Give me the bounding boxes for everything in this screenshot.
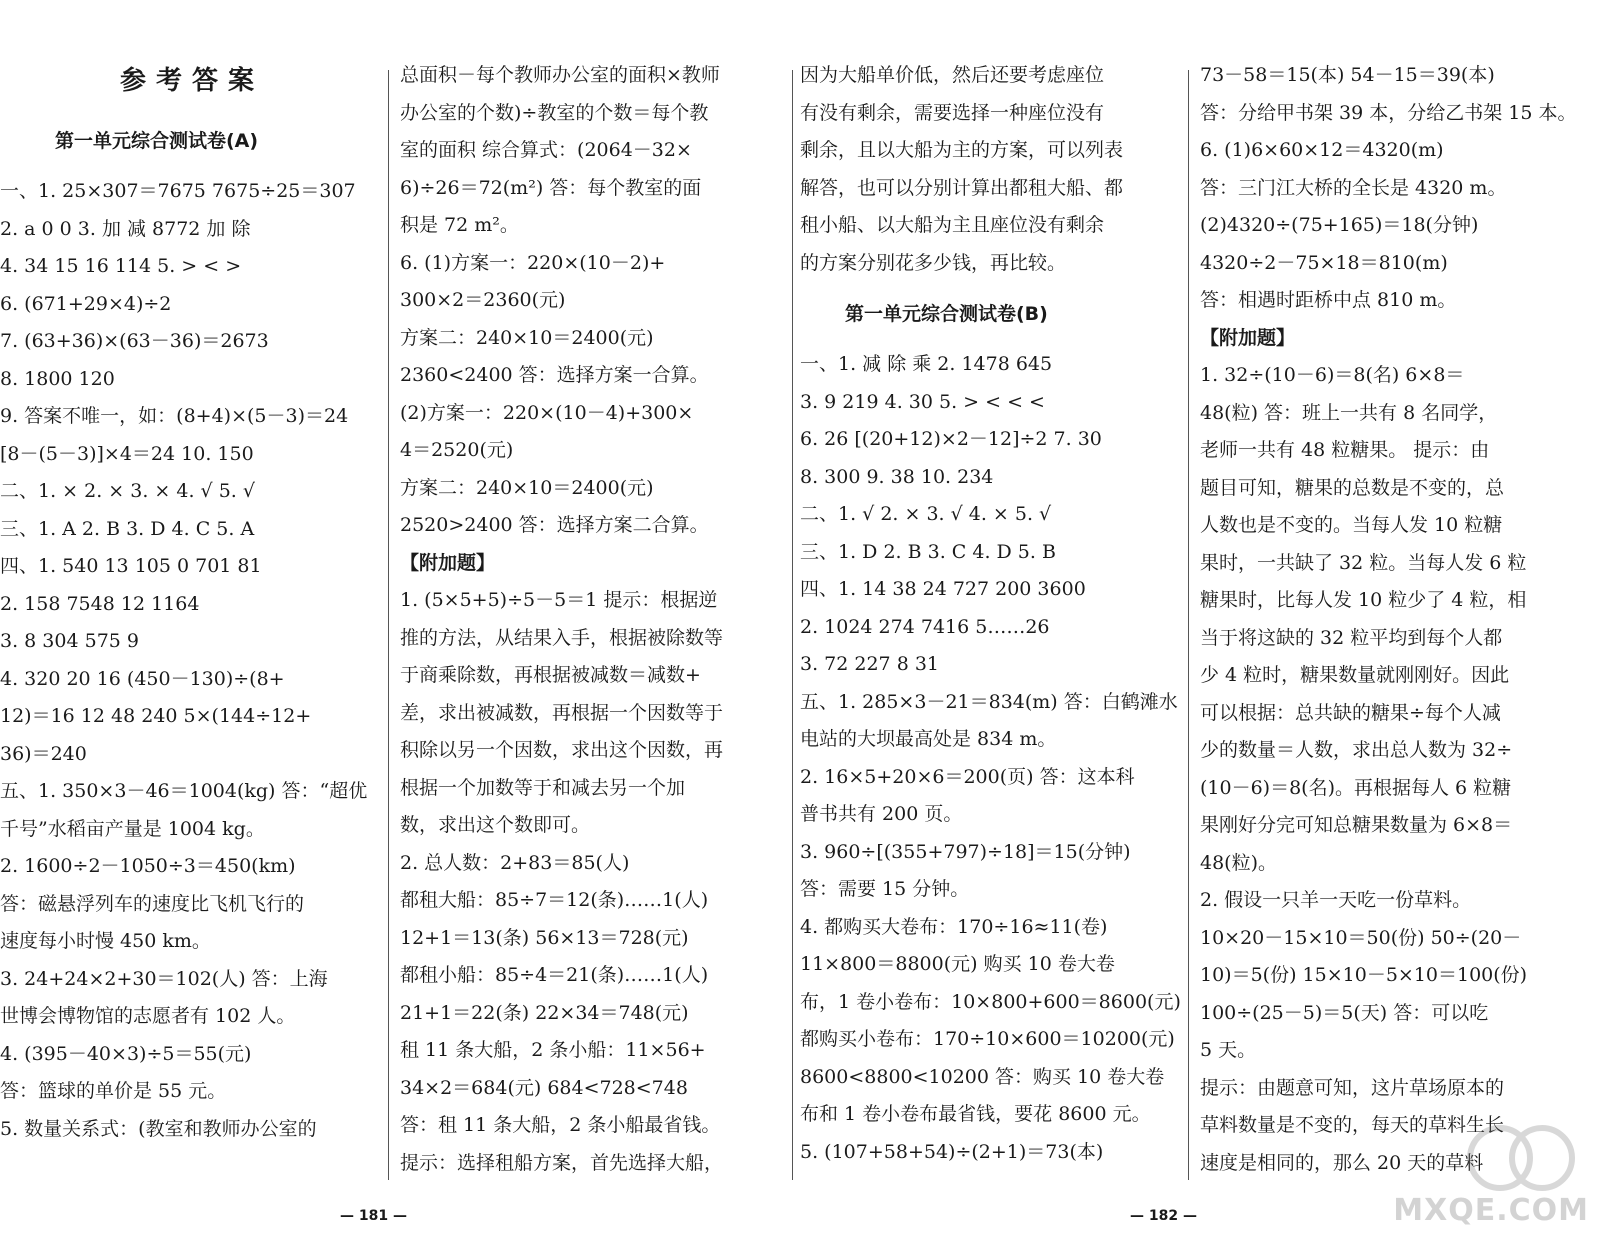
answer-line: 4. 34 15 16 114 5. > < >: [0, 255, 242, 277]
answer-line: 租小船、以大船为主且座位没有剩余: [800, 214, 1105, 236]
answer-line: 73－58＝15(本) 54－15＝39(本): [1200, 64, 1495, 86]
answer-line: 3. 960÷[(355+797)÷18]＝15(分钟): [800, 840, 1131, 863]
answer-line: 1. (5×5+5)÷5－5＝1 提示：根据逆: [400, 589, 718, 611]
answer-line: 10×20－15×10＝50(份) 50÷(20－: [1200, 926, 1522, 949]
answer-line: 一、1. 减 除 乘 2. 1478 645: [800, 353, 1053, 375]
section-heading: 第一单元综合测试卷(A): [55, 130, 259, 152]
answer-line: 3. 72 227 8 31: [800, 653, 939, 675]
answer-line: 12)＝16 12 48 240 5×(144÷12+: [0, 705, 312, 727]
answer-line: 300×2＝2360(元): [400, 289, 566, 311]
answer-line: 普书共有 200 页。: [800, 803, 963, 825]
answer-line: 6. 26 [(20+12)×2－12]÷2 7. 30: [800, 428, 1102, 450]
answer-line: 布，1 卷小卷布：10×800+600＝8600(元): [800, 990, 1181, 1013]
section-heading: 第一单元综合测试卷(B): [845, 303, 1048, 325]
answer-line: 四、1. 14 38 24 727 200 3600: [800, 578, 1086, 600]
answer-line: 室的面积 综合算式：(2064－32×: [400, 139, 692, 161]
answer-line: 100÷(25－5)＝5(天) 答：可以吃: [1200, 1001, 1489, 1024]
answer-line: 48(粒)。: [1200, 851, 1278, 874]
answer-line: 2. 158 7548 12 1164: [0, 592, 200, 615]
answer-line: 5 天。: [1200, 1039, 1257, 1061]
answer-line: 6. (1)6×60×12＝4320(m): [1200, 139, 1444, 161]
answer-line: 都购买小卷布：170÷10×600＝10200(元): [800, 1028, 1175, 1050]
answer-line: 老师一共有 48 粒糖果。 提示：由: [1200, 439, 1490, 461]
answer-line: 2520>2400 答：选择方案二合算。: [400, 514, 709, 536]
answer-line: 千号”水稻亩产量是 1004 kg。: [0, 817, 265, 840]
answer-line: 差，求出被减数，再根据一个因数等于: [400, 701, 724, 724]
answer-line: 一、1. 25×307＝7675 7675÷25＝307: [0, 180, 356, 202]
answer-line: 草料数量是不变的，每天的草料生长: [1200, 1114, 1505, 1136]
answer-line: 3. 24+24×2+30＝102(人) 答：上海: [0, 967, 328, 990]
answer-line: 少 4 粒时，糖果数量就刚刚好。因此: [1200, 664, 1510, 686]
answer-line: 2. 1600÷2－1050÷3＝450(km): [0, 855, 296, 877]
answer-line: 8. 300 9. 38 10. 234: [800, 465, 994, 488]
answer-line: (2)4320÷(75+165)＝18(分钟): [1200, 214, 1479, 236]
answer-line: 9. 答案不唯一，如：(8+4)×(5－3)＝24: [0, 405, 349, 427]
answer-line: (10－6)＝8(名)。再根据每人 6 粒糖: [1200, 776, 1512, 799]
answer-line: 2. 16×5+20×6＝200(页) 答：这本科: [800, 765, 1135, 788]
answer-line: 答：相遇时距桥中点 810 m。: [1200, 289, 1457, 311]
answer-line: 当于将这缺的 32 粒平均到每个人都: [1200, 626, 1503, 649]
answer-line: 总面积－每个教师办公室的面积×教师: [400, 64, 720, 86]
answer-line: 都租大船：85÷7＝12(条)……1(人): [400, 889, 709, 911]
answer-line: 4. 320 20 16 (450－130)÷(8+: [0, 667, 285, 690]
answer-line: 题目可知，糖果的总数是不变的，总: [1200, 476, 1505, 499]
answer-line: 12+1＝13(条) 56×13＝728(元): [400, 926, 689, 949]
answer-line: 人数也是不变的。当每人发 10 粒糖: [1200, 514, 1503, 536]
answer-line: 世博会博物馆的志愿者有 102 人。: [0, 1005, 296, 1027]
answer-line: 果刚好分完可知总糖果数量为 6×8＝: [1200, 814, 1513, 836]
answer-line: 10)＝5(份) 15×10－5×10＝100(份): [1200, 964, 1528, 986]
bonus-heading: 【附加题】: [1200, 326, 1296, 349]
page-number-right: — 182 —: [1130, 1208, 1197, 1224]
answer-line: 36)＝240: [0, 742, 87, 765]
answer-line: 于商乘除数，再根据被减数＝减数+: [400, 664, 701, 686]
column-divider: [792, 70, 793, 1180]
answer-line: 电站的大坝最高处是 834 m。: [800, 728, 1057, 750]
answer-line: 2. a 0 0 3. 加 减 8772 加 除: [0, 217, 251, 240]
answer-line: 积除以另一个因数，求出这个因数，再: [400, 739, 724, 761]
answer-line: 布和 1 卷小卷布最省钱，要花 8600 元。: [800, 1103, 1151, 1125]
answer-line: 48(粒) 答：班上一共有 8 名同学，: [1200, 401, 1498, 424]
answer-line: 果时，一共缺了 32 粒。当每人发 6 粒: [1200, 551, 1527, 574]
answer-line: 4＝2520(元): [400, 439, 514, 461]
answer-line: 都租小船：85÷4＝21(条)……1(人): [400, 964, 709, 986]
column-divider: [1188, 70, 1189, 1180]
answer-line: 3. 8 304 575 9: [0, 630, 139, 652]
answer-line: 五、1. 285×3－21＝834(m) 答：白鹤滩水: [800, 690, 1178, 713]
answer-line: 答：分给甲书架 39 本，分给乙书架 15 本。: [1200, 101, 1577, 124]
answer-line: 提示：选择租船方案，首先选择大船，: [400, 1151, 724, 1174]
answer-line: 8. 1800 120: [0, 367, 115, 390]
answer-line: 少的数量＝人数，求出总人数为 32÷: [1200, 739, 1513, 761]
answer-line: 4320÷2－75×18＝810(m): [1200, 251, 1448, 274]
answer-line: 的方案分别花多少钱，再比较。: [800, 251, 1067, 274]
answer-line: 方案二：240×10＝2400(元): [400, 326, 654, 349]
watermark-text: MXQE.COM: [1393, 1193, 1589, 1228]
watermark: [1393, 1118, 1595, 1236]
answer-line: 办公室的个数)÷教室的个数＝每个教: [400, 101, 709, 124]
answer-line: 5. 数量关系式：(教室和教师办公室的: [0, 1117, 317, 1140]
answer-line: 四、1. 540 13 105 0 701 81: [0, 555, 262, 577]
answer-line: 三、1. A 2. B 3. D 4. C 5. A: [0, 517, 255, 540]
answer-line: 6. (1)方案一：220×(10－2)+: [400, 251, 666, 274]
answer-line: 数，求出这个数即可。: [400, 814, 591, 836]
answer-line: 5. (107+58+54)÷(2+1)＝73(本): [800, 1140, 1104, 1163]
answer-line: 根据一个加数等于和减去另一个加: [400, 776, 686, 799]
answer-line: 提示：由题意可知，这片草场原本的: [1200, 1076, 1505, 1099]
answer-line: 答：篮球的单价是 55 元。: [0, 1080, 227, 1102]
answer-line: 3. 9 219 4. 30 5. > < < <: [800, 390, 1045, 413]
answer-line: 2. 总人数：2+83＝85(人): [400, 851, 630, 874]
answer-line: 积是 72 m²。: [400, 214, 519, 236]
page-title: 参考答案: [120, 66, 265, 96]
answer-line: 剩余，且以大船为主的方案，可以列表: [800, 139, 1124, 161]
answer-line: 4. 都购买大卷布：170÷16≈11(卷): [800, 915, 1108, 938]
answer-line: 7. (63+36)×(63－36)＝2673: [0, 330, 269, 352]
answer-line: 4. (395－40×3)÷5＝55(元): [0, 1042, 252, 1065]
page-number-left: — 181 —: [340, 1208, 407, 1224]
answer-line: 租 11 条大船，2 条小船：11×56+: [400, 1039, 706, 1061]
answer-line: 糖果时，比每人发 10 粒少了 4 粒，相: [1200, 589, 1527, 611]
answer-line: (2)方案一：220×(10－4)+300×: [400, 401, 694, 424]
answer-line: 答：需要 15 分钟。: [800, 878, 970, 900]
answer-line: 三、1. D 2. B 3. C 4. D 5. B: [800, 540, 1056, 563]
answer-line: 速度每小时慢 450 km。: [0, 930, 211, 952]
answer-line: 五、1. 350×3－46＝1004(kg) 答：“超优: [0, 780, 368, 802]
bonus-heading: 【附加题】: [400, 551, 496, 574]
answer-line: 二、1. √ 2. × 3. √ 4. × 5. √: [800, 503, 1052, 525]
answer-line: 8600<8800<10200 答：购买 10 卷大卷: [800, 1065, 1165, 1088]
answer-line: 因为大船单价低，然后还要考虑座位: [800, 64, 1105, 86]
answer-line: 速度是相同的，那么 20 天的草料: [1200, 1151, 1484, 1174]
answer-line: 1. 32÷(10－6)＝8(名) 6×8＝: [1200, 364, 1465, 386]
answer-line: 有没有剩余，需要选择一种座位没有: [800, 101, 1105, 124]
answer-line: 方案二：240×10＝2400(元): [400, 476, 654, 499]
answer-line: 6)÷26＝72(m²) 答：每个教室的面: [400, 176, 702, 199]
answer-line: 21+1＝22(条) 22×34＝748(元): [400, 1001, 689, 1024]
answer-line: 二、1. × 2. × 3. × 4. √ 5. √: [0, 480, 255, 502]
answer-line: 可以根据：总共缺的糖果÷每个人减: [1200, 701, 1501, 724]
answer-line: 6. (671+29×4)÷2: [0, 292, 172, 315]
answer-line: 推的方法，从结果入手，根据被除数等: [400, 626, 724, 649]
answer-line: 答：租 11 条大船，2 条小船最省钱。: [400, 1114, 721, 1136]
answer-line: 解答，也可以分别计算出都租大船、都: [800, 176, 1124, 199]
answer-line: 11×800＝8800(元) 购买 10 卷大卷: [800, 953, 1115, 975]
answer-line: 34×2＝684(元) 684<728<748: [400, 1076, 688, 1099]
answer-line: [8－(5－3)]×4＝24 10. 150: [0, 442, 254, 465]
answer-line: 2360<2400 答：选择方案一合算。: [400, 364, 709, 386]
answer-line: 答：磁悬浮列车的速度比飞机飞行的: [0, 892, 305, 915]
answer-line: 答：三门江大桥的全长是 4320 m。: [1200, 176, 1507, 199]
answer-line: 2. 假设一只羊一天吃一份草料。: [1200, 889, 1472, 911]
answer-line: 2. 1024 274 7416 5……26: [800, 615, 1050, 638]
column-divider: [388, 70, 389, 1180]
